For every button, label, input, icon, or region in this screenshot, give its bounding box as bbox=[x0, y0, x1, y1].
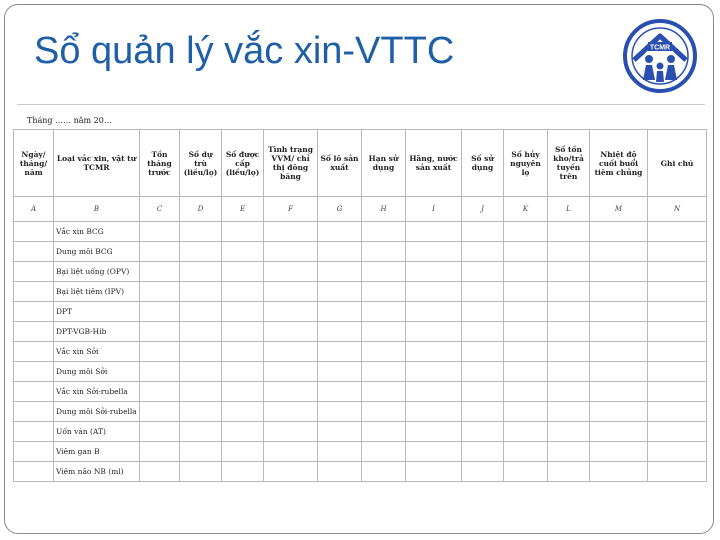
month-line: Tháng …… năm 20… bbox=[27, 116, 112, 125]
empty-cell bbox=[264, 282, 318, 302]
empty-cell bbox=[264, 362, 318, 382]
empty-cell bbox=[362, 222, 406, 242]
empty-cell bbox=[504, 422, 548, 442]
empty-cell bbox=[318, 382, 362, 402]
empty-cell bbox=[14, 242, 54, 262]
vaccine-name-cell: Dung môi Sởi bbox=[54, 362, 140, 382]
empty-cell bbox=[264, 322, 318, 342]
empty-cell bbox=[504, 402, 548, 422]
empty-cell bbox=[140, 342, 180, 362]
empty-cell bbox=[590, 262, 648, 282]
column-header: Số hủy nguyên lọ bbox=[504, 130, 548, 197]
vaccine-name-cell: Dung môi BCG bbox=[54, 242, 140, 262]
table-row bbox=[14, 342, 707, 362]
empty-cell bbox=[14, 462, 54, 482]
empty-cell bbox=[548, 262, 590, 282]
empty-cell bbox=[180, 442, 222, 462]
empty-cell bbox=[648, 422, 707, 442]
empty-cell bbox=[648, 222, 707, 242]
empty-cell bbox=[222, 222, 264, 242]
empty-cell bbox=[406, 222, 462, 242]
empty-cell bbox=[590, 362, 648, 382]
table-row bbox=[14, 462, 707, 482]
empty-cell bbox=[222, 302, 264, 322]
empty-cell bbox=[318, 302, 362, 322]
empty-cell bbox=[140, 302, 180, 322]
column-code: L bbox=[548, 197, 590, 222]
empty-cell bbox=[590, 422, 648, 442]
empty-cell bbox=[222, 462, 264, 482]
empty-cell bbox=[406, 442, 462, 462]
empty-cell bbox=[222, 322, 264, 342]
empty-cell bbox=[548, 462, 590, 482]
empty-cell bbox=[362, 362, 406, 382]
empty-cell bbox=[264, 382, 318, 402]
empty-cell bbox=[318, 342, 362, 362]
vaccine-name-cell: Viêm não NB (ml) bbox=[54, 462, 140, 482]
empty-cell bbox=[14, 222, 54, 242]
column-header: Nhiệt độ cuối buổi tiêm chủng bbox=[590, 130, 648, 197]
empty-cell bbox=[264, 342, 318, 362]
empty-cell bbox=[504, 262, 548, 282]
empty-cell bbox=[462, 222, 504, 242]
column-code: A bbox=[14, 197, 54, 222]
empty-cell bbox=[14, 362, 54, 382]
empty-cell bbox=[222, 282, 264, 302]
empty-cell bbox=[318, 222, 362, 242]
empty-cell bbox=[406, 282, 462, 302]
empty-cell bbox=[180, 302, 222, 322]
title-underline bbox=[17, 104, 705, 105]
empty-cell bbox=[590, 402, 648, 422]
column-header: Số lô sản xuất bbox=[318, 130, 362, 197]
empty-cell bbox=[504, 382, 548, 402]
logo-text: TCMR bbox=[649, 44, 671, 52]
empty-cell bbox=[180, 402, 222, 422]
empty-cell bbox=[180, 362, 222, 382]
empty-cell bbox=[648, 342, 707, 362]
column-code: C bbox=[140, 197, 180, 222]
empty-cell bbox=[318, 262, 362, 282]
empty-cell bbox=[504, 362, 548, 382]
empty-cell bbox=[648, 382, 707, 402]
table-row bbox=[14, 382, 707, 402]
empty-cell bbox=[318, 362, 362, 382]
empty-cell bbox=[180, 322, 222, 342]
empty-cell bbox=[140, 282, 180, 302]
vaccine-name-cell: Dung môi Sởi-rubella bbox=[54, 402, 140, 422]
empty-cell bbox=[504, 242, 548, 262]
vaccine-ledger-sheet bbox=[13, 113, 706, 476]
empty-cell bbox=[504, 342, 548, 362]
empty-cell bbox=[406, 422, 462, 442]
empty-cell bbox=[548, 282, 590, 302]
empty-cell bbox=[362, 382, 406, 402]
empty-cell bbox=[222, 342, 264, 362]
empty-cell bbox=[548, 442, 590, 462]
table-row bbox=[14, 362, 707, 382]
empty-cell bbox=[264, 402, 318, 422]
empty-cell bbox=[504, 442, 548, 462]
empty-cell bbox=[462, 302, 504, 322]
empty-cell bbox=[406, 362, 462, 382]
vaccine-name-cell: DPT bbox=[54, 302, 140, 322]
empty-cell bbox=[264, 302, 318, 322]
empty-cell bbox=[318, 282, 362, 302]
column-header: Tồn tháng trước bbox=[140, 130, 180, 197]
table-row bbox=[14, 262, 707, 282]
empty-cell bbox=[406, 322, 462, 342]
table-row bbox=[14, 422, 707, 442]
column-code: I bbox=[406, 197, 462, 222]
vaccine-name-cell: Bại liệt uống (OPV) bbox=[54, 262, 140, 282]
empty-cell bbox=[406, 382, 462, 402]
empty-cell bbox=[318, 322, 362, 342]
empty-cell bbox=[14, 322, 54, 342]
empty-cell bbox=[590, 442, 648, 462]
table-row bbox=[14, 222, 707, 242]
empty-cell bbox=[590, 342, 648, 362]
column-header: Loại vắc xin, vật tư TCMR bbox=[54, 130, 140, 197]
table-row bbox=[14, 282, 707, 302]
empty-cell bbox=[140, 422, 180, 442]
empty-cell bbox=[140, 402, 180, 422]
empty-cell bbox=[14, 282, 54, 302]
empty-cell bbox=[548, 362, 590, 382]
empty-cell bbox=[462, 322, 504, 342]
empty-cell bbox=[648, 402, 707, 422]
empty-cell bbox=[548, 402, 590, 422]
empty-cell bbox=[590, 242, 648, 262]
column-header: Hãng, nước sản xuất bbox=[406, 130, 462, 197]
empty-cell bbox=[222, 442, 264, 462]
empty-cell bbox=[222, 242, 264, 262]
empty-cell bbox=[264, 422, 318, 442]
empty-cell bbox=[548, 222, 590, 242]
column-code: E bbox=[222, 197, 264, 222]
empty-cell bbox=[362, 342, 406, 362]
table-row bbox=[14, 442, 707, 462]
empty-cell bbox=[14, 262, 54, 282]
empty-cell bbox=[462, 282, 504, 302]
empty-cell bbox=[264, 262, 318, 282]
column-code: B bbox=[54, 197, 140, 222]
empty-cell bbox=[462, 382, 504, 402]
column-code: N bbox=[648, 197, 707, 222]
empty-cell bbox=[362, 262, 406, 282]
empty-cell bbox=[548, 302, 590, 322]
empty-cell bbox=[406, 402, 462, 422]
column-code-row bbox=[14, 197, 707, 222]
vaccine-name-cell: Vắc xin BCG bbox=[54, 222, 140, 242]
empty-cell bbox=[140, 462, 180, 482]
empty-cell bbox=[406, 462, 462, 482]
column-header: Số dự trù (liều/lọ) bbox=[180, 130, 222, 197]
empty-cell bbox=[14, 442, 54, 462]
table-row bbox=[14, 242, 707, 262]
empty-cell bbox=[318, 442, 362, 462]
empty-cell bbox=[222, 362, 264, 382]
empty-cell bbox=[406, 302, 462, 322]
empty-cell bbox=[264, 242, 318, 262]
column-code: J bbox=[462, 197, 504, 222]
empty-cell bbox=[14, 302, 54, 322]
empty-cell bbox=[462, 342, 504, 362]
vaccine-name-cell: Vắc xin Sởi-rubella bbox=[54, 382, 140, 402]
empty-cell bbox=[648, 362, 707, 382]
empty-cell bbox=[548, 382, 590, 402]
column-code: M bbox=[590, 197, 648, 222]
empty-cell bbox=[222, 402, 264, 422]
column-header: Hạn sử dụng bbox=[362, 130, 406, 197]
empty-cell bbox=[548, 342, 590, 362]
empty-cell bbox=[406, 242, 462, 262]
column-header: Số được cấp (liều/lọ) bbox=[222, 130, 264, 197]
empty-cell bbox=[648, 462, 707, 482]
empty-cell bbox=[140, 322, 180, 342]
column-header: Tình trạng VVM/ chỉ thị đông băng bbox=[264, 130, 318, 197]
column-code: K bbox=[504, 197, 548, 222]
empty-cell bbox=[14, 382, 54, 402]
header-row bbox=[14, 130, 707, 197]
empty-cell bbox=[648, 262, 707, 282]
column-code: F bbox=[264, 197, 318, 222]
table-row bbox=[14, 302, 707, 322]
vaccine-name-cell: Uốn ván (AT) bbox=[54, 422, 140, 442]
empty-cell bbox=[590, 282, 648, 302]
empty-cell bbox=[362, 402, 406, 422]
vaccine-name-cell: Viêm gan B bbox=[54, 442, 140, 462]
column-header: Ghi chú bbox=[648, 130, 707, 197]
column-header: Số sử dụng bbox=[462, 130, 504, 197]
empty-cell bbox=[362, 282, 406, 302]
empty-cell bbox=[222, 422, 264, 442]
column-code: G bbox=[318, 197, 362, 222]
empty-cell bbox=[504, 222, 548, 242]
vaccine-name-cell: Bại liệt tiêm (IPV) bbox=[54, 282, 140, 302]
empty-cell bbox=[648, 302, 707, 322]
empty-cell bbox=[140, 382, 180, 402]
empty-cell bbox=[504, 282, 548, 302]
empty-cell bbox=[180, 422, 222, 442]
empty-cell bbox=[548, 322, 590, 342]
empty-cell bbox=[140, 262, 180, 282]
vaccine-name-cell: Vắc xin Sởi bbox=[54, 342, 140, 362]
empty-cell bbox=[590, 322, 648, 342]
slide-title: Sổ quản lý vắc xin-VTTC bbox=[34, 30, 455, 72]
empty-cell bbox=[180, 262, 222, 282]
tcmr-logo-icon bbox=[620, 18, 700, 94]
empty-cell bbox=[14, 402, 54, 422]
empty-cell bbox=[362, 302, 406, 322]
table-row bbox=[14, 402, 707, 422]
empty-cell bbox=[180, 382, 222, 402]
empty-cell bbox=[648, 442, 707, 462]
empty-cell bbox=[648, 322, 707, 342]
empty-cell bbox=[504, 462, 548, 482]
empty-cell bbox=[504, 322, 548, 342]
empty-cell bbox=[648, 282, 707, 302]
empty-cell bbox=[140, 222, 180, 242]
empty-cell bbox=[14, 342, 54, 362]
empty-cell bbox=[590, 222, 648, 242]
column-code: H bbox=[362, 197, 406, 222]
empty-cell bbox=[462, 422, 504, 442]
empty-cell bbox=[504, 302, 548, 322]
empty-cell bbox=[264, 442, 318, 462]
empty-cell bbox=[222, 262, 264, 282]
empty-cell bbox=[548, 422, 590, 442]
table-row bbox=[14, 322, 707, 342]
empty-cell bbox=[180, 462, 222, 482]
empty-cell bbox=[462, 442, 504, 462]
empty-cell bbox=[180, 242, 222, 262]
empty-cell bbox=[590, 382, 648, 402]
empty-cell bbox=[264, 222, 318, 242]
vaccine-name-cell: DPT-VGB-Hib bbox=[54, 322, 140, 342]
empty-cell bbox=[462, 262, 504, 282]
empty-cell bbox=[264, 462, 318, 482]
empty-cell bbox=[362, 242, 406, 262]
empty-cell bbox=[140, 362, 180, 382]
empty-cell bbox=[406, 262, 462, 282]
empty-cell bbox=[590, 302, 648, 322]
empty-cell bbox=[548, 242, 590, 262]
empty-cell bbox=[180, 342, 222, 362]
empty-cell bbox=[180, 282, 222, 302]
vaccine-ledger-table bbox=[13, 129, 707, 482]
empty-cell bbox=[362, 322, 406, 342]
empty-cell bbox=[14, 422, 54, 442]
column-header: Số tồn kho/trả tuyến trên bbox=[548, 130, 590, 197]
empty-cell bbox=[462, 402, 504, 422]
column-code: D bbox=[180, 197, 222, 222]
empty-cell bbox=[318, 462, 362, 482]
empty-cell bbox=[590, 462, 648, 482]
empty-cell bbox=[648, 242, 707, 262]
empty-cell bbox=[362, 442, 406, 462]
empty-cell bbox=[362, 422, 406, 442]
empty-cell bbox=[318, 402, 362, 422]
empty-cell bbox=[140, 242, 180, 262]
empty-cell bbox=[406, 342, 462, 362]
empty-cell bbox=[318, 242, 362, 262]
empty-cell bbox=[462, 362, 504, 382]
empty-cell bbox=[462, 462, 504, 482]
empty-cell bbox=[462, 242, 504, 262]
empty-cell bbox=[318, 422, 362, 442]
empty-cell bbox=[180, 222, 222, 242]
empty-cell bbox=[140, 442, 180, 462]
column-header: Ngày/ tháng/ năm bbox=[14, 130, 54, 197]
empty-cell bbox=[362, 462, 406, 482]
empty-cell bbox=[222, 382, 264, 402]
